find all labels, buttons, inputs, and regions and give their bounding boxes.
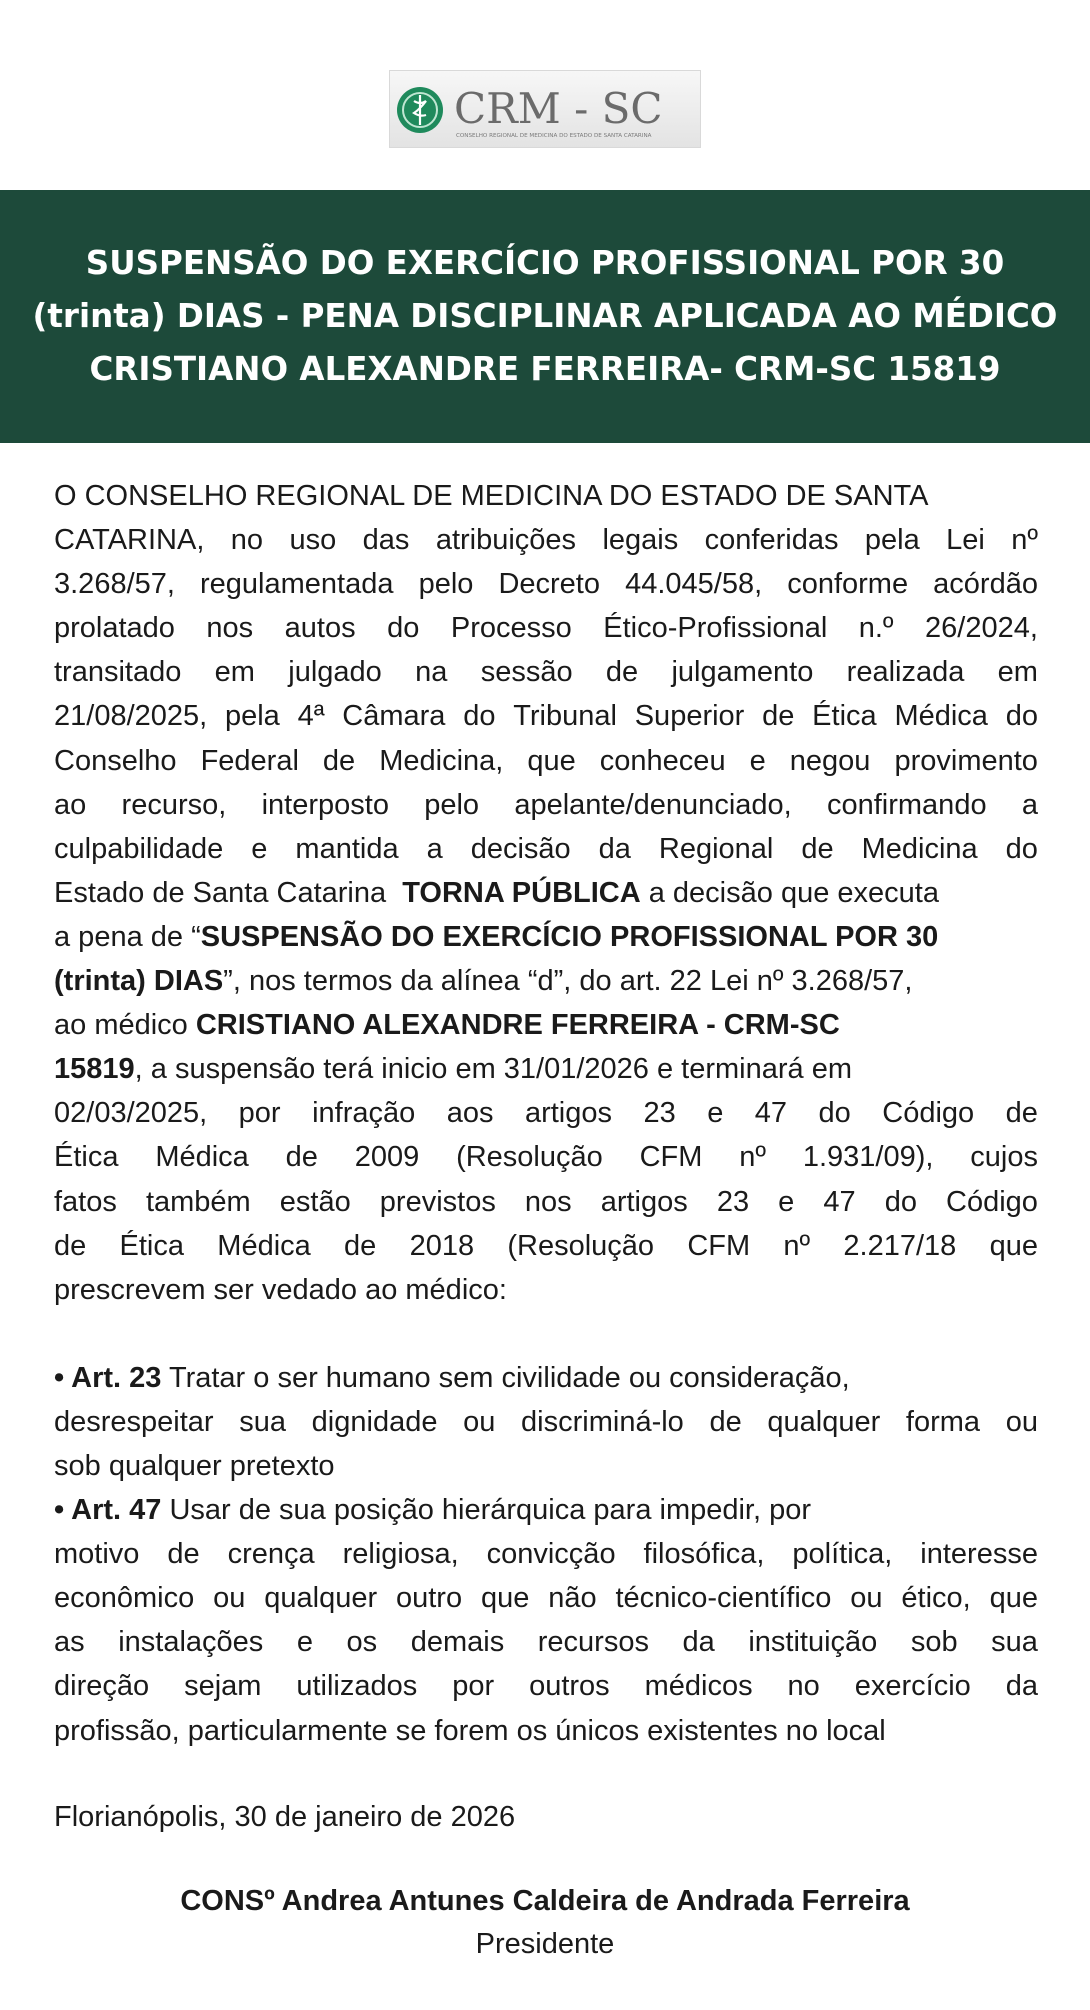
signatory-role: Presidente (475, 1928, 615, 1960)
notice-body (54, 474, 1038, 1839)
place-date: Florianópolis, 30 de janeiro de 2026 (54, 1800, 516, 1833)
body-line: desrespeitar sua dignidade ou discriminá-lo de qualquer forma ou (54, 1405, 1038, 1438)
body-line: prolatado nos autos do Processo Ético-Profissional n.º 26/2024, (54, 612, 1038, 645)
article-23: • Art. 23 Tratar o ser humano sem civilidade ou consideração, (54, 1361, 850, 1394)
banner-line-1: SUSPENSÃO DO EXERCÍCIO PROFISSIONAL POR 30 (85, 244, 1005, 282)
body-line: profissão, particularmente se forem os únicos existentes no local (54, 1714, 886, 1747)
logo-subtitle: CONSELHO REGIONAL DE MEDICINA DO ESTADO DE SANTA CATARINA (456, 133, 652, 139)
article-47: • Art. 47 Usar de sua posição hierárquica para impedir, por (54, 1494, 812, 1527)
body-line: fatos também estão previstos nos artigos 23 e 47 do Código (54, 1185, 1038, 1218)
article-47-label: • Art. 47 (54, 1494, 162, 1527)
body-line: ao médico CRISTIANO ALEXANDRE FERREIRA - CRM-SC (54, 1009, 840, 1042)
body-line: (trinta) DIAS”, nos termos da alínea “d”, do art. 22 Lei nº 3.268/57, (54, 965, 913, 998)
body-line: 21/08/2025, pela 4ª Câmara do Tribunal Superior de Ética Médica do (54, 700, 1038, 733)
banner-line-3: CRISTIANO ALEXANDRE FERREIRA- CRM-SC 15819 (89, 350, 1001, 388)
title-banner (0, 190, 1090, 443)
body-line: a pena de “SUSPENSÃO DO EXERCÍCIO PROFISSIONAL POR 30 (54, 920, 939, 953)
body-line: de Ética Médica de 2018 (Resolução CFM nº 2.217/18 que (54, 1229, 1038, 1262)
body-line: Conselho Federal de Medicina, que conheceu e negou provimento (54, 744, 1038, 777)
torna-publica-text: TORNA PÚBLICA (402, 876, 641, 909)
banner-line-2: (trinta) DIAS - PENA DISCIPLINAR APLICADA AO MÉDICO (32, 297, 1058, 335)
signature-block (0, 1880, 1090, 1966)
crm-number: 15819 (54, 1053, 135, 1086)
body-line: O CONSELHO REGIONAL DE MEDICINA DO ESTADO DE SANTA (54, 480, 929, 512)
body-line: direção sejam utilizados por outros médicos no exercício da (54, 1670, 1038, 1703)
body-line: CATARINA, no uso das atribuições legais conferidas pela Lei nº (54, 524, 1038, 557)
signatory-name: CONSº Andrea Antunes Caldeira de Andrada Ferreira (180, 1885, 910, 1917)
body-line: culpabilidade e mantida a decisão da Regional de Medicina do (54, 832, 1038, 865)
body-line: ao recurso, interposto pelo apelante/denunciado, confirmando a (54, 788, 1038, 821)
body-line: 15819, a suspensão terá inicio em 31/01/2026 e terminará em (54, 1053, 853, 1086)
body-line: econômico ou qualquer outro que não técnico-científico ou ético, que (54, 1582, 1038, 1615)
logo-text: CRM - SC (454, 84, 663, 133)
body-line: transitado em julgado na sessão de julgamento realizada em (54, 656, 1038, 689)
body-line: sob qualquer pretexto (54, 1449, 335, 1482)
body-line: 3.268/57, regulamentada pelo Decreto 44.045/58, conforme acórdão (54, 568, 1038, 601)
body-line: Ética Médica de 2009 (Resolução CFM nº 1.931/09), cujos (54, 1141, 1038, 1174)
body-line: motivo de crença religiosa, convicção filosófica, política, interesse (54, 1538, 1038, 1571)
article-23-label: • Art. 23 (54, 1361, 162, 1394)
crm-sc-logo (389, 70, 701, 148)
penalty-text: SUSPENSÃO DO EXERCÍCIO PROFISSIONAL POR 30 (200, 920, 939, 953)
body-line: prescrevem ser vedado ao médico: (54, 1273, 507, 1306)
body-line: Estado de Santa Catarina TORNA PÚBLICA a decisão que executa (54, 876, 939, 909)
body-line: as instalações e os demais recursos da instituição sob sua (54, 1626, 1038, 1659)
physician-name: CRISTIANO ALEXANDRE FERREIRA - CRM-SC (195, 1009, 840, 1042)
body-line: 02/03/2025, por infração aos artigos 23 e 47 do Código de (54, 1097, 1038, 1130)
